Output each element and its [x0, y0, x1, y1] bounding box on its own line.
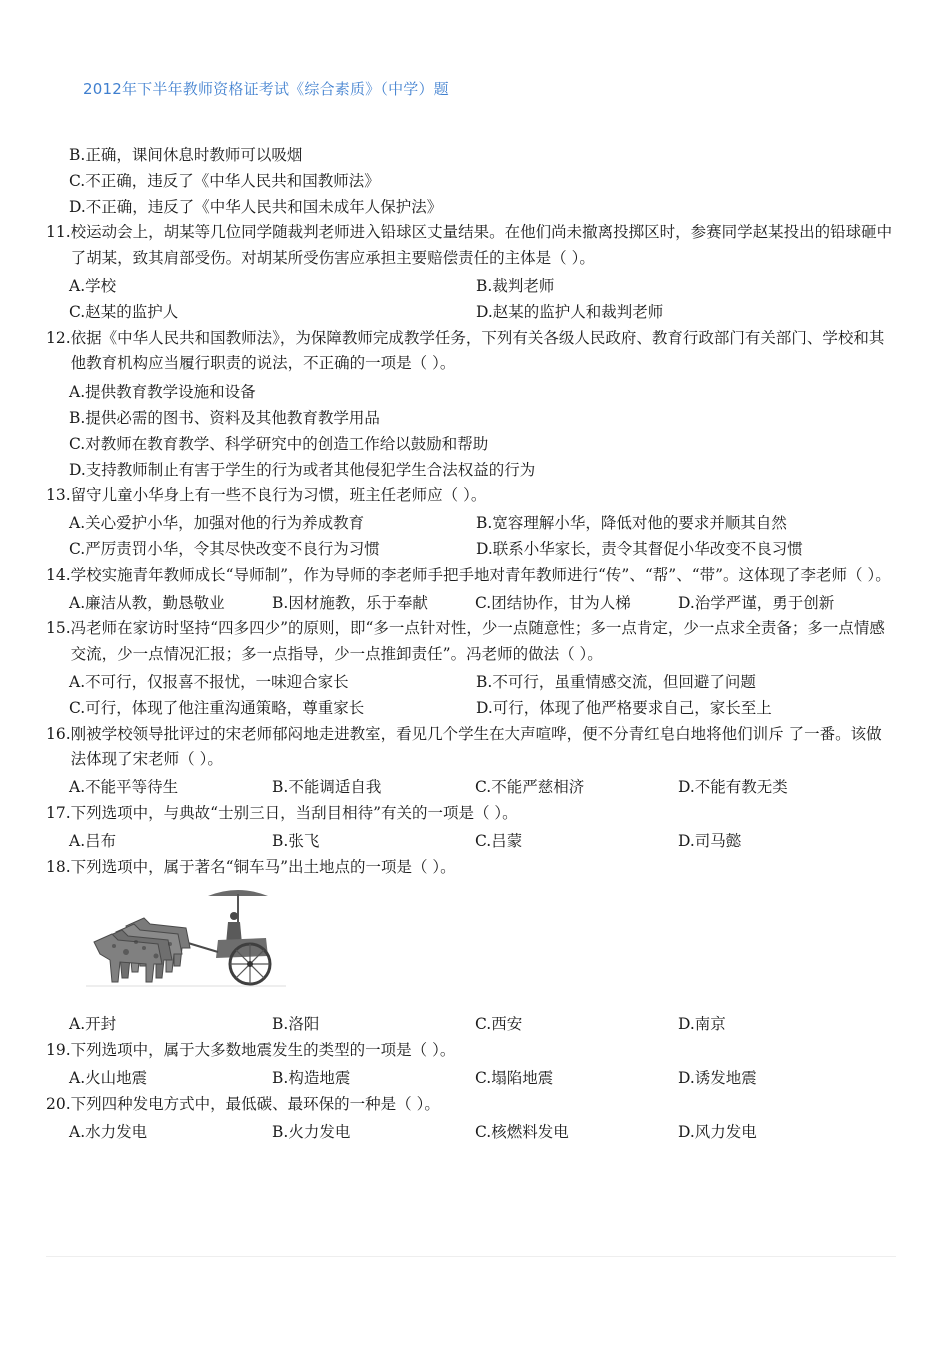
option-a: A.学校 [69, 276, 117, 295]
question-number: 12. [46, 328, 71, 347]
question-text: 下列选项中，属于大多数地震发生的类型的一项是（ ）。 [70, 1041, 456, 1060]
option-b: B.洛阳 [272, 1015, 320, 1034]
option-d: D.治学严谨，勇于创新 [678, 593, 835, 612]
option-d: D.联系小华家长，责令其督促小华改变不良习惯 [476, 539, 803, 558]
option-c: C.赵某的监护人 [69, 302, 179, 321]
option-a: A.廉洁从教，勤恳敬业 [69, 593, 225, 612]
question-text: 下列四种发电方式中，最低碳、最环保的一种是（ ）。 [70, 1094, 440, 1113]
question-17 [46, 801, 896, 827]
option-a: A.提供教育教学设施和设备 [69, 383, 256, 402]
question-content [46, 143, 896, 1145]
question-15-options [46, 670, 896, 722]
question-13-options [46, 511, 896, 563]
option-b: B.不可行，虽重情感交流，但回避了问题 [476, 672, 756, 691]
option-d: D.赵某的监护人和裁判老师 [476, 302, 664, 321]
option-c: C.吕蒙 [475, 831, 523, 850]
option-c: C.可行，体现了他注重沟通策略，尊重家长 [69, 698, 365, 717]
question-text: 学校实施青年教师成长“导师制”，作为导师的李老师手把手地对青年教师进行“传”、“帮”、“带”。这体现了李老师（ ）。 [70, 565, 891, 584]
question-number: 20. [46, 1094, 71, 1113]
question-text: 校运动会上，胡某等几位同学随裁判老师进入铅球区丈量结果。在他们尚未撤离投掷区时，参赛同学赵某投出的铅球砸中了胡某，致其肩部受伤。对胡某所受伤害应承担主要赔偿责任的主体是（ ）。 [70, 223, 893, 268]
option-d: D.南京 [678, 1015, 726, 1034]
option-c: C.西安 [475, 1015, 523, 1034]
question-16 [46, 722, 896, 774]
option-a: A.开封 [69, 1015, 117, 1034]
q10-option-c: C.不正确，违反了《中华人民共和国教师法》 [69, 171, 380, 190]
question-number: 14. [46, 565, 71, 584]
option-d: D.诱发地震 [678, 1068, 757, 1087]
option-b: B.因材施教，乐于奉献 [272, 593, 428, 612]
option-a: A.关心爱护小华，加强对他的行为养成教育 [69, 514, 365, 533]
question-text: 冯老师在家访时坚持“四多四少”的原则，即“多一点针对性，少一点随意性；多一点肯定，少一点求全责备；多一点情感交流，少一点情况汇报；多一点指导，少一点推卸责任”。冯老师的做法（ ）。 [70, 619, 885, 664]
option-c: C.塌陷地震 [475, 1068, 554, 1087]
question-18-options [46, 1012, 896, 1038]
option-d: D.不能有教无类 [678, 778, 788, 797]
question-19-options [46, 1066, 896, 1092]
option-d: D.司马懿 [678, 831, 742, 850]
option-a: A.不能平等待生 [69, 778, 179, 797]
q10-option-d: D.不正确，违反了《中华人民共和国未成年人保护法》 [69, 197, 443, 216]
footer-divider [46, 1256, 896, 1257]
question-number: 18. [46, 857, 71, 876]
question-13 [46, 483, 896, 509]
option-b: B.张飞 [272, 831, 320, 850]
option-b: B.宽容理解小华，降低对他的要求并顺其自然 [476, 514, 787, 533]
option-b: B.裁判老师 [476, 276, 555, 295]
question-text: 下列选项中，属于著名“铜车马”出土地点的一项是（ ）。 [70, 857, 456, 876]
question-20-options [46, 1120, 896, 1146]
question-17-options [46, 829, 896, 855]
question-14-options [46, 591, 896, 617]
option-b: B.不能调适自我 [272, 778, 382, 797]
question-number: 19. [46, 1041, 71, 1060]
option-c: C.不能严慈相济 [475, 778, 585, 797]
option-d: D.风力发电 [678, 1122, 757, 1141]
question-text: 刚被学校领导批评过的宋老师郁闷地走进教室，看见几个学生在大声喧哗，便不分青红皂白地将他们训斥 了一番。该做法体现了宋老师（ ）。 [70, 724, 882, 769]
question-text: 下列选项中，与典故“士别三日，当刮目相待”有关的一项是（ ）。 [70, 803, 518, 822]
option-c: C.对教师在教育教学、科学研究中的创造工作给以鼓励和帮助 [69, 434, 489, 453]
question-number: 13. [46, 486, 71, 505]
option-a: A.不可行，仅报喜不报忧，一味迎合家长 [69, 672, 349, 691]
question-text: 留守儿童小华身上有一些不良行为习惯，班主任老师应（ ）。 [70, 486, 487, 505]
question-number: 11. [46, 223, 71, 242]
q10-option-b: B.正确，课间休息时教师可以吸烟 [69, 146, 303, 164]
option-b: B.提供必需的图书、资料及其他教育教学用品 [69, 408, 380, 427]
question-number: 15. [46, 619, 71, 638]
question-16-options [46, 775, 896, 801]
option-c: C.严厉责罚小华，令其尽快改变不良行为习惯 [69, 539, 380, 558]
question-18 [46, 855, 896, 881]
option-a: A.火山地震 [69, 1068, 148, 1087]
option-d: D.支持教师制止有害于学生的行为或者其他侵犯学生合法权益的行为 [69, 460, 536, 479]
question-11 [46, 220, 896, 272]
option-c: C.团结协作，甘为人梯 [475, 593, 631, 612]
question-20 [46, 1092, 896, 1118]
option-c: C.核燃料发电 [475, 1122, 569, 1141]
option-b: B.火力发电 [272, 1122, 351, 1141]
question-text: 依据《中华人民共和国教师法》，为保障教师完成教学任务，下列有关各级人民政府、教育行政部门有关部门、学校和其他教育机构应当履行职责的说法，不正确的一项是（ ）。 [70, 328, 885, 373]
bronze-chariot-image [86, 882, 286, 1002]
question-19 [46, 1038, 896, 1064]
option-a: A.水力发电 [69, 1122, 148, 1141]
document-header-title: 2012年下半年教师资格证考试《综合素质》（中学）题 [83, 80, 449, 98]
option-a: A.吕布 [69, 831, 117, 850]
question-12 [46, 326, 896, 378]
bronze-chariot-illustration [46, 882, 896, 1002]
question-15 [46, 616, 896, 668]
question-14 [46, 563, 896, 589]
question-number: 17. [46, 803, 71, 822]
question-number: 16. [46, 724, 71, 743]
option-d: D.可行，体现了他严格要求自己，家长至上 [476, 698, 772, 717]
question-11-options [46, 274, 896, 326]
option-b: B.构造地震 [272, 1068, 351, 1087]
